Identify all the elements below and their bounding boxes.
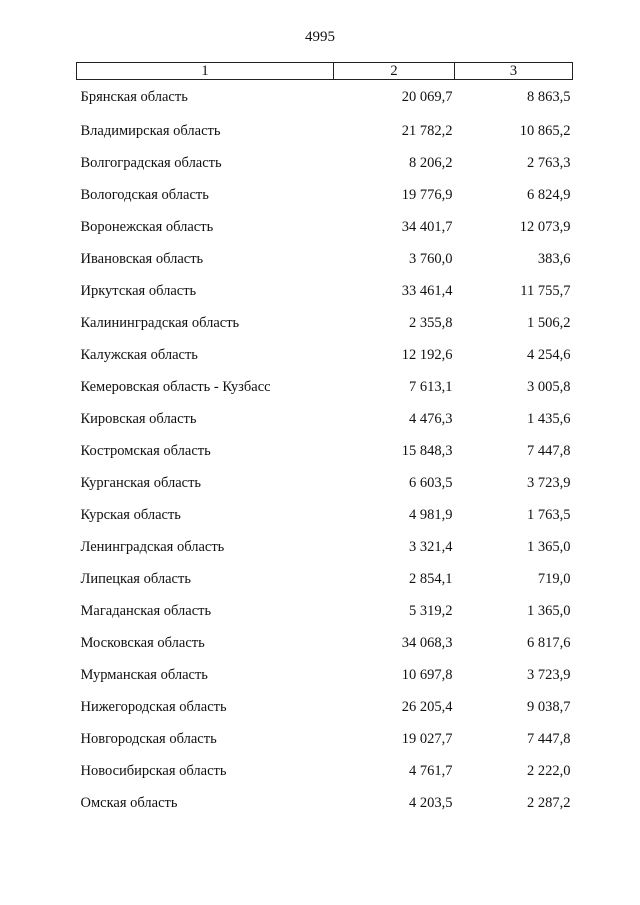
value-col-3: 1 435,6 — [527, 410, 571, 427]
value-col-3: 3 005,8 — [527, 378, 571, 395]
value-col-2: 15 848,3 — [401, 442, 453, 459]
table-row — [77, 787, 573, 819]
value-col-2: 4 203,5 — [409, 794, 453, 811]
table-row — [77, 595, 573, 627]
region-name: Вологодская область — [80, 186, 209, 203]
region-name: Магаданская область — [80, 602, 212, 619]
value-col-3: 10 865,2 — [519, 122, 571, 139]
value-col-3: 383,6 — [537, 250, 571, 267]
value-col-3: 1 763,5 — [527, 506, 571, 523]
value-col-2: 21 782,2 — [401, 122, 453, 139]
region-name: Новосибирская область — [80, 762, 227, 779]
region-name: Ивановская область — [80, 250, 204, 267]
value-col-2: 4 981,9 — [409, 506, 453, 523]
header-col-2: 2 — [334, 63, 455, 80]
table-row — [77, 531, 573, 563]
value-col-2: 7 613,1 — [409, 378, 453, 395]
value-col-2: 34 068,3 — [401, 634, 453, 651]
table-row — [77, 211, 573, 243]
table-row — [77, 307, 573, 339]
value-col-2: 3 760,0 — [409, 250, 453, 267]
table-row — [77, 435, 573, 467]
value-col-3: 12 073,9 — [519, 218, 571, 235]
value-col-2: 8 206,2 — [409, 154, 453, 171]
region-name: Новгородская область — [80, 730, 217, 747]
value-col-2: 34 401,7 — [401, 218, 453, 235]
table-body — [77, 80, 573, 820]
table-row — [77, 627, 573, 659]
value-col-2: 3 321,4 — [409, 538, 453, 555]
table-row — [77, 243, 573, 275]
region-name: Калининградская область — [80, 314, 240, 331]
regions-table — [76, 62, 573, 819]
region-name: Нижегородская область — [80, 698, 227, 715]
value-col-2: 4 476,3 — [409, 410, 453, 427]
table-row — [77, 723, 573, 755]
region-name: Курганская область — [80, 474, 202, 491]
value-col-2: 19 776,9 — [401, 186, 453, 203]
value-col-3: 1 506,2 — [527, 314, 571, 331]
table-row — [77, 339, 573, 371]
value-col-3: 8 863,5 — [527, 89, 571, 105]
region-name: Иркутская область — [80, 282, 197, 299]
table-row — [77, 403, 573, 435]
value-col-3: 4 254,6 — [527, 346, 571, 363]
value-col-3: 719,0 — [537, 570, 571, 587]
table-row — [77, 755, 573, 787]
value-col-2: 2 854,1 — [409, 570, 453, 587]
region-name: Кемеровская область - Кузбасс — [80, 378, 271, 395]
value-col-3: 7 447,8 — [527, 730, 571, 747]
header-col-1: 1 — [77, 63, 334, 80]
value-col-3: 9 038,7 — [527, 698, 571, 715]
region-name: Мурманская область — [80, 666, 208, 683]
table-row — [77, 467, 573, 499]
value-col-2: 10 697,8 — [401, 666, 453, 683]
table-row — [77, 115, 573, 147]
value-col-2: 5 319,2 — [409, 602, 453, 619]
value-col-3: 2 763,3 — [527, 154, 571, 171]
value-col-2: 6 603,5 — [409, 474, 453, 491]
region-name: Ленинградская область — [80, 538, 225, 555]
value-col-3: 7 447,8 — [527, 442, 571, 459]
value-col-2: 12 192,6 — [401, 346, 453, 363]
value-col-2: 26 205,4 — [401, 698, 453, 715]
table-row — [77, 659, 573, 691]
value-col-3: 6 817,6 — [527, 634, 571, 651]
region-name: Калужская область — [80, 346, 198, 363]
table-row — [77, 371, 573, 403]
header-col-3: 3 — [455, 63, 573, 80]
region-name: Кировская область — [80, 410, 197, 427]
region-name: Владимирская область — [80, 122, 221, 139]
table-row — [77, 147, 573, 179]
table-row — [77, 80, 573, 116]
value-col-2: 19 027,7 — [401, 730, 453, 747]
table-header — [77, 63, 573, 80]
value-col-3: 3 723,9 — [527, 474, 571, 491]
region-name: Воронежская область — [80, 218, 214, 235]
region-name: Курская область — [80, 506, 181, 523]
value-col-2: 20 069,7 — [401, 89, 453, 105]
table-row — [77, 563, 573, 595]
region-name: Брянская область — [80, 89, 188, 105]
page-number: 4995 — [305, 29, 335, 45]
region-name: Костромская область — [80, 442, 211, 459]
value-col-2: 2 355,8 — [409, 314, 453, 331]
value-col-3: 2 287,2 — [527, 794, 571, 811]
value-col-3: 11 755,7 — [520, 282, 571, 299]
region-name: Московская область — [80, 634, 205, 651]
header-row — [77, 63, 573, 80]
table-row — [77, 179, 573, 211]
value-col-3: 1 365,0 — [527, 538, 571, 555]
value-col-3: 3 723,9 — [527, 666, 571, 683]
value-col-3: 2 222,0 — [527, 762, 571, 779]
region-name: Липецкая область — [80, 570, 191, 587]
value-col-3: 1 365,0 — [527, 602, 571, 619]
value-col-2: 33 461,4 — [401, 282, 453, 299]
region-name: Омская область — [80, 794, 178, 811]
table-row — [77, 275, 573, 307]
value-col-2: 4 761,7 — [409, 762, 453, 779]
region-name: Волгоградская область — [80, 154, 222, 171]
table-row — [77, 691, 573, 723]
value-col-3: 6 824,9 — [527, 186, 571, 203]
table-row — [77, 499, 573, 531]
